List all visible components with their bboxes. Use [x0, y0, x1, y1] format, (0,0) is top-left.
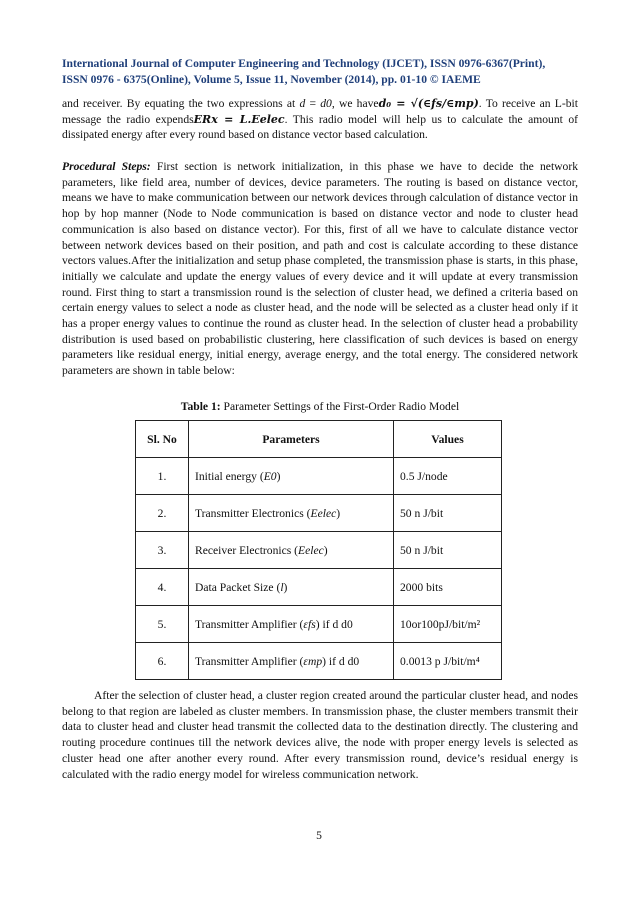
table-row — [136, 495, 502, 532]
para1-text-a: and receiver. By equating the two expressions at — [62, 97, 300, 110]
param-symbol: Eelec — [310, 506, 337, 520]
table-row — [136, 569, 502, 606]
table-row — [136, 643, 502, 680]
param-symbol: Eelec — [298, 543, 324, 557]
table-header-row — [136, 421, 502, 458]
table-cell-slno: 4. — [136, 569, 189, 606]
param-text: ) if d d0 — [322, 654, 360, 668]
paragraph-cluster-head: After the selection of cluster head, a cluster region created around the particular cluster head, and nodes belong to that region are labeled as cluster members. In transmission phase, the cluster members transmit their data to cluster head and cluster head transmit the collected data to the destination directly. The clustering and routing procedure continues till the network devices alive, the node with proper energy levels is selected as cluster head one after another every round. After every transmission round, device’s residual energy is calculated with the radio energy model for wireless communication network. — [62, 689, 578, 781]
table-cell-value: 50 n J/bit — [394, 532, 502, 569]
param-text: Data Packet Size ( — [195, 580, 281, 594]
table-cell-slno: 5. — [136, 606, 189, 643]
formula-d0: d₀ = √(∈fs/∈mp) — [378, 97, 479, 110]
table-caption — [62, 400, 578, 413]
param-text: ) — [276, 469, 281, 483]
table-cell-slno: 1. — [136, 458, 189, 495]
param-text: Transmitter Amplifier ( — [195, 617, 304, 631]
table-cell-value: 50 n J/bit — [394, 495, 502, 532]
table-cell-value: 10or100pJ/bit/m² — [394, 606, 502, 643]
table-cell-parameter — [189, 606, 394, 643]
paragraph-radio-model — [62, 96, 578, 143]
param-text: Initial energy ( — [195, 469, 264, 483]
para1-d0: d0 — [320, 97, 332, 110]
table-cell-slno: 3. — [136, 532, 189, 569]
table-caption-label: Table 1: — [180, 400, 221, 413]
journal-header — [62, 56, 578, 88]
journal-header-line-1: International Journal of Computer Engineering and Technology (IJCET), ISSN 0976-6367(Print), — [62, 57, 546, 70]
table-cell-value: 0.5 J/node — [394, 458, 502, 495]
param-symbol: E0 — [263, 469, 277, 483]
table-cell-parameter — [189, 569, 394, 606]
param-text: ) — [283, 580, 288, 594]
para1-d: d — [299, 97, 306, 110]
param-text: Receiver Electronics ( — [195, 543, 299, 557]
table-cell-parameter — [189, 643, 394, 680]
param-symbol: ɛmp — [303, 654, 323, 668]
table-header-values: Values — [394, 421, 502, 458]
paragraph-procedural-steps — [62, 159, 578, 379]
table-cell-parameter — [189, 458, 394, 495]
param-text: Transmitter Amplifier ( — [195, 654, 304, 668]
journal-header-line-2: ISSN 0976 - 6375(Online), Volume 5, Issue 11, November (2014), pp. 01-10 © IAEME — [62, 73, 481, 86]
para1-text-b: , we have — [331, 97, 379, 110]
table-header-parameters: Parameters — [189, 421, 394, 458]
procedural-steps-heading: Procedural Steps: — [62, 160, 151, 173]
table-cell-slno: 2. — [136, 495, 189, 532]
table-header-slno: Sl. No — [136, 421, 189, 458]
param-text: ) if d d0 — [315, 617, 353, 631]
param-text: ) — [323, 543, 328, 557]
table-cell-value: 0.0013 p J/bit/m⁴ — [394, 643, 502, 680]
table-cell-slno: 6. — [136, 643, 189, 680]
param-symbol: ɛfs — [303, 617, 316, 631]
table-caption-text: Parameter Settings of the First-Order Radio Model — [220, 400, 460, 413]
param-symbol: l — [280, 580, 284, 594]
param-text: ) — [336, 506, 341, 520]
procedural-steps-text: First section is network initialization, in this phase we have to decide the network parameters, like field area, number of devices, device parameters. The routing is based on distance vector, means we have to make communication between our network devices through calculation of distance vector in hop by hop manner (Node to Node communication is based on distance vector and node to cluster head communication is also based on distance vector). For this, first of all we have to calculate distance vector between network devices based on their position, and path and cost is calculate according to these distance vectors values.After the initialization and setup phase completed, the transmission phase is starts, in this phase, initially we calculate and update the energy values of every device and it will update at every transmission round. First thing to start a transmission round is the selection of cluster head, we defined a criteria based on certain energy values to select a node as cluster head, and the node will be selected as a cluster head only if it has a proper energy values to continue the round as cluster head. In the selection of cluster head a probability distribution is used based on probabilistic clustering, here classification of such devices is based on energy parameters like residual energy, initial energy, average energy, and the total energy. The considered network parameters are shown in table below: — [62, 160, 579, 378]
page-number: 5 — [316, 829, 322, 842]
para1-eq: = — [305, 97, 321, 110]
table-row — [136, 606, 502, 643]
para1-text-c: . To receive an L-bit message the radio expends — [62, 97, 578, 126]
table-cell-parameter — [189, 532, 394, 569]
param-text: Transmitter Electronics ( — [195, 506, 311, 520]
table-cell-parameter — [189, 495, 394, 532]
table-cell-value: 2000 bits — [394, 569, 502, 606]
parameter-table — [135, 420, 502, 680]
table-row — [136, 532, 502, 569]
formula-erx: ERx = L.Eelec — [193, 112, 285, 126]
para1-text-d: . This radio model will help us to calculate the amount of dissipated energy after every round based on distance vector based calculation. — [62, 112, 578, 142]
table-row — [136, 458, 502, 495]
